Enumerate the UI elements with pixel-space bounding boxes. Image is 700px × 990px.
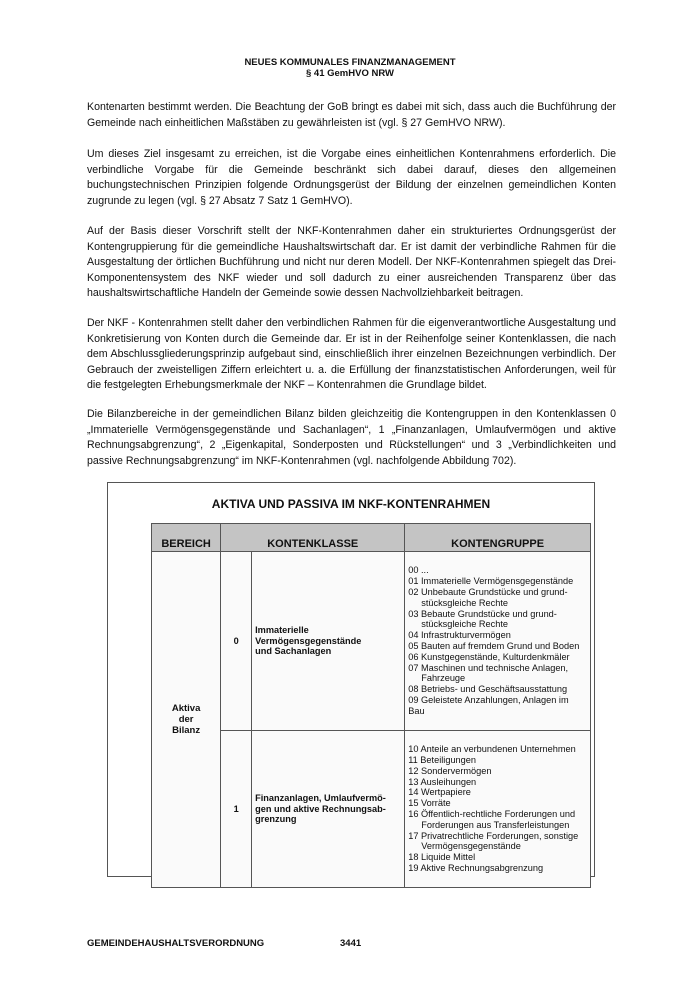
kontengruppe-item: 00 ... — [408, 565, 429, 576]
table-row — [152, 552, 591, 731]
col-header-bereich: BEREICH — [152, 524, 221, 552]
kontengruppe-item: 14 Wertpapiere — [408, 787, 471, 798]
paragraph-2: Um dieses Ziel insgesamt zu erreichen, ist die Vorgabe eines einheitlichen Kontenrahmens erforderlich. Die verbindliche Vorgabe für die Gemeinde beschränkt sich dabei darauf, dieses den allgemeinen buchungstechnischen Prinzipien folgende Ordnungsgerüst der Bildung der einzelnen gemeindlichen Konten zugrunde zu legen (vgl. § 27 Absatz 7 Satz 1 GemHVO). — [87, 148, 616, 207]
klasse-label — [252, 552, 405, 731]
klasse-line: gen und aktive Rechnungsab- — [255, 803, 386, 814]
kontengruppe-item: 05 Bauten auf fremdem Grund und Boden — [408, 641, 580, 651]
klasse-line: Immaterielle — [255, 625, 309, 636]
klasse-label — [252, 731, 405, 888]
kontenrahmen-table — [151, 523, 591, 888]
kontengruppe-item: stücksgleiche Rechte — [421, 619, 509, 630]
kontengruppe-item: Vermögensgegenstände — [421, 841, 521, 852]
col-header-kontenklasse: KONTENKLASSE — [221, 524, 405, 552]
klasse-number: 0 — [221, 552, 252, 731]
bereich-line: Bilanz — [172, 725, 201, 736]
klasse-number: 1 — [221, 731, 252, 888]
kontengruppe-item: 07 Maschinen und technische Anlagen, — [408, 662, 569, 673]
table-header-row — [152, 524, 591, 552]
kontengruppe-item: 01 Immaterielle Vermögensgegenstände — [408, 576, 574, 587]
kontengruppe-item: 16 Öffentlich-rechtliche Forderungen und — [408, 809, 576, 819]
klasse-line: und Sachanlagen — [255, 646, 332, 657]
kontengruppe-item: Forderungen aus Transferleistungen — [421, 819, 570, 830]
paragraph-3: Auf der Basis dieser Vorschrift stellt der NKF-Kontenrahmen daher ein strukturiertes Ordnungsgerüst der Kontengruppierung für die gemeindliche Haushaltswirtschaft dar. Er ist damit der verbindliche Rahmen für die Ausgestaltung der örtlichen Buchführung und nicht nur deren Modell. Der NKF-Kontenrahmen spiegelt das Drei-Komponentensystem des NKF wieder und soll dadurch zu einer ausreichenden Transparenz über das haushaltswirtschaftliche Handeln der Gemeinde sowie dessen Nachvollziehbarkeit beitragen. — [87, 225, 616, 299]
kontengruppe-item: 03 Bebaute Grundstücke und grund- — [408, 608, 557, 619]
bereich-line: Aktiva — [171, 703, 201, 714]
klasse-line: grenzung — [255, 814, 297, 825]
bereich-cell — [152, 552, 221, 888]
klasse-line: Finanzanlagen, Umlaufvermö- — [255, 793, 386, 804]
kontengruppe-item: 11 Beteiligungen — [408, 755, 476, 766]
footer-title: GEMEINDEHAUSHALTSVERORDNUNG — [87, 938, 265, 949]
klasse-line: Vermögensgegenstände — [255, 635, 362, 646]
page-number: 3441 — [340, 938, 362, 949]
gruppen-list — [405, 552, 591, 731]
kontengruppe-item: 10 Anteile an verbundenen Unternehmen — [408, 744, 576, 755]
kontengruppe-item: Fahrzeuge — [421, 673, 466, 684]
bereich-line: der — [178, 714, 194, 725]
header-title: NEUES KOMMUNALES FINANZMANAGEMENT — [244, 57, 456, 68]
header-subtitle: § 41 GemHVO NRW — [306, 68, 394, 79]
paragraph-4: Der NKF - Kontenrahmen stellt daher den verbindlichen Rahmen für die eigenverantwortliche Ausgestaltung und Konkretisierung von Konten durch die Gemeinde dar. Er ist in der Reihenfolge seiner Kontenklassen, die nach dem Abschlussgliederungsprinzip aufgebaut sind, einschließlich ihrer einzelnen Bezeichnungen verbindlich. Der Gebrauch der zweistelligen Ziffern erleichtert u. a. die Erfüllung der finanzstatistischen Anforderungen, weil für die festgelegten Erhebungsmerkmale der NKF – Kontenrahmen die Grundlage bildet. — [87, 317, 616, 391]
kontengruppe-item: 15 Vorräte — [408, 798, 451, 809]
kontengruppe-item: 13 Ausleihungen — [408, 776, 477, 787]
kontengruppe-item: 08 Betriebs- und Geschäftsausstattung — [408, 684, 568, 695]
kontengruppe-item: 02 Unbebaute Grundstücke und grund- — [408, 587, 568, 598]
gruppen-list — [405, 731, 591, 888]
kontengruppe-item: Bau — [408, 705, 425, 716]
kontengruppe-item: 12 Sondervermögen — [408, 765, 492, 776]
kontengruppe-item: stücksgleiche Rechte — [421, 597, 509, 608]
paragraph-5: Die Bilanzbereiche in der gemeindlichen Bilanz bilden gleichzeitig die Kontengruppen in den Kontenklassen 0 „Immaterielle Vermögensgegenstände und Sachanlagen“, 1 „Finanzanlagen, Umlaufvermögen und aktive Rechnungsabgrenzung“, 2 „Eigenkapital, Sonderposten und Rückstellungen“ und 3 „Verbindlichkeiten und passive Rechnungsabgrenzung“ im NKF-Kontenrahmen (vgl. nachfolgende Abbildung 702). — [87, 408, 616, 467]
kontengruppe-item: 09 Geleistete Anzahlungen, Anlagen im — [408, 694, 569, 705]
kontengruppe-item: 17 Privatrechtliche Forderungen, sonstige — [408, 830, 579, 841]
page-header — [0, 57, 700, 79]
kontengruppe-item: 18 Liquide Mittel — [408, 852, 476, 863]
figure-title: AKTIVA UND PASSIVA IM NKF-KONTENRAHMEN — [211, 497, 491, 511]
paragraph-1: Kontenarten bestimmt werden. Die Beachtung der GoB bringt es dabei mit sich, dass auch die Buchführung der Gemeinde nach einheitlichen Maßstäben zu gewährleisten ist (vgl. § 27 GemHVO NRW). — [87, 101, 616, 129]
col-header-kontengruppe: KONTENGRUPPE — [405, 524, 591, 552]
kontengruppe-item: 19 Aktive Rechnungsabgrenzung — [408, 862, 544, 873]
kontengruppe-item: 06 Kunstgegenstände, Kulturdenkmäler — [408, 651, 570, 662]
kontengruppe-item: 04 Infrastrukturvermögen — [408, 630, 511, 641]
